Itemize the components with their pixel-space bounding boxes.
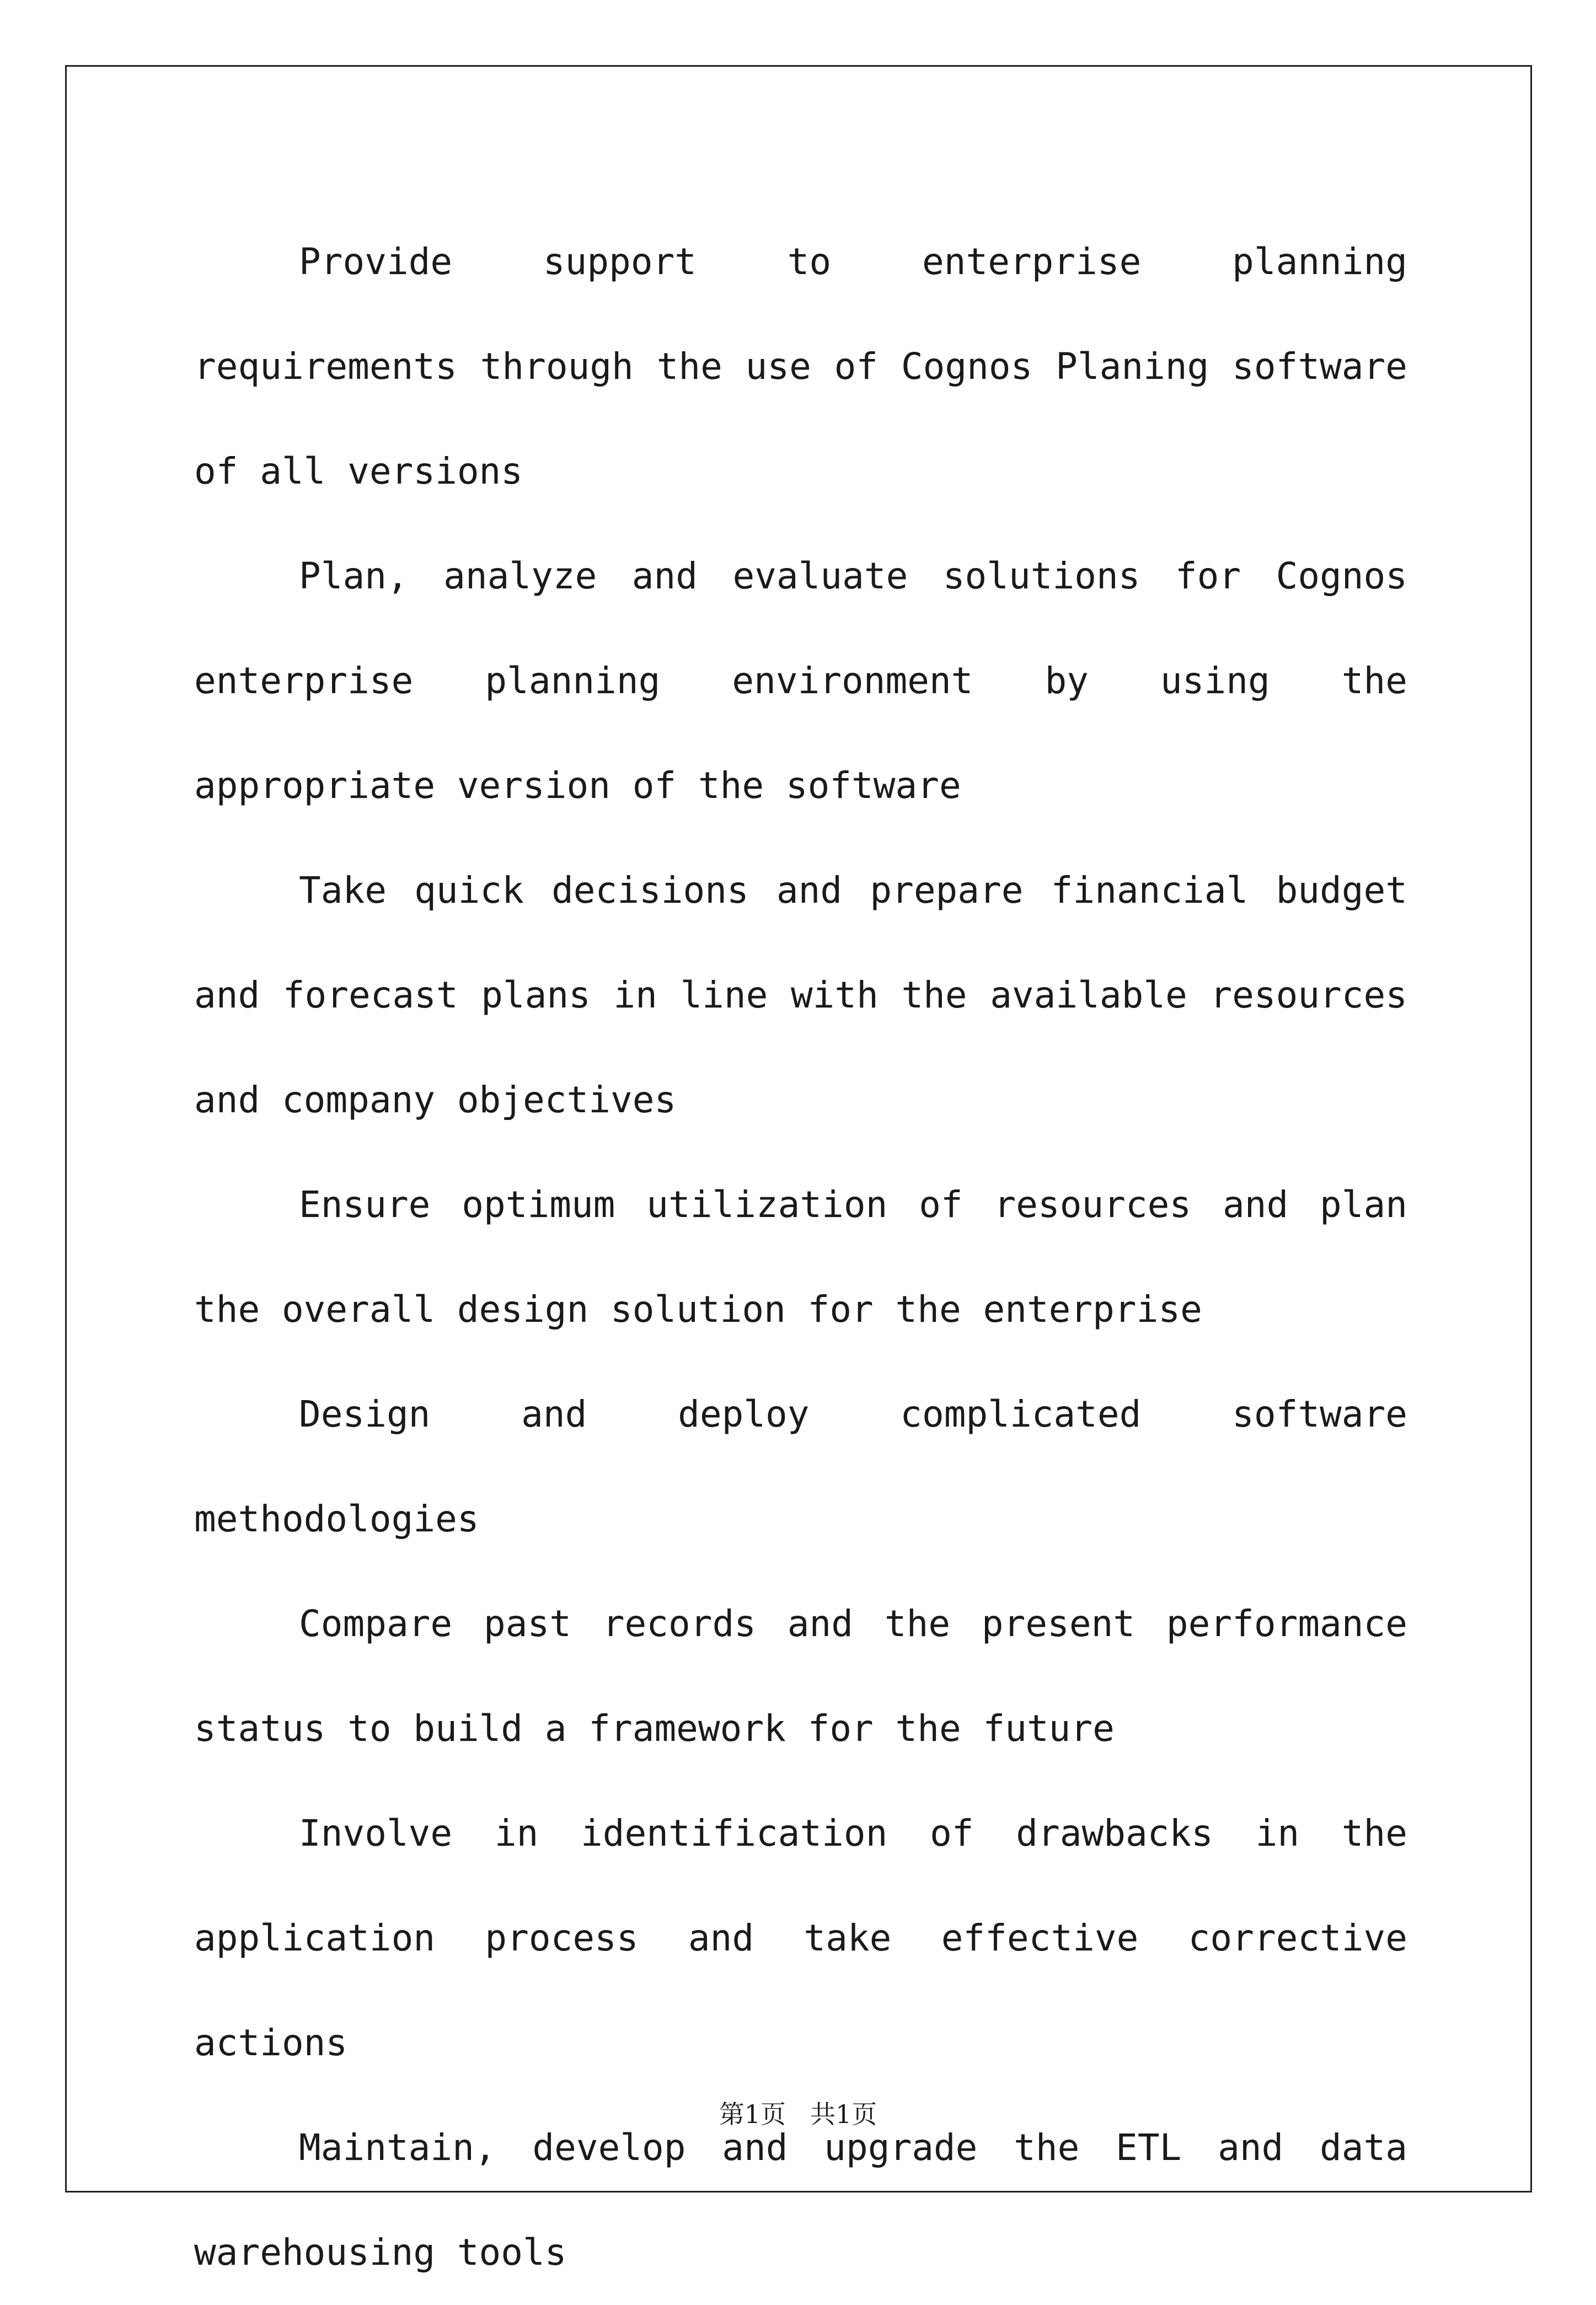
paragraph-3: Take quick decisions and prepare financial budget and forecast plans in line with the available resources and company objectives	[194, 869, 1407, 1121]
paragraph-1: Provide support to enterprise planning requirements through the use of Cognos Planing software of all versions	[194, 240, 1407, 492]
paragraph-8: Maintain, develop and upgrade the ETL and data warehousing tools	[194, 2126, 1407, 2274]
page-total-label: 共1页	[810, 2099, 877, 2129]
paragraph-7: Involve in identification of drawbacks in the application process and take effective corrective actions	[194, 1812, 1407, 2064]
paragraph-6: Compare past records and the present performance status to build a framework for the future	[194, 1602, 1407, 1750]
document-body	[194, 210, 1407, 2305]
page-footer	[0, 2094, 1596, 2131]
paragraph-4: Ensure optimum utilization of resources and plan the overall design solution for the enterprise	[194, 1183, 1407, 1331]
page-number-label: 第1页	[719, 2099, 786, 2129]
paragraph-2: Plan, analyze and evaluate solutions for Cognos enterprise planning environment by using the appropriate version of the software	[194, 555, 1407, 807]
paragraph-5: Design and deploy complicated software methodologies	[194, 1393, 1407, 1540]
